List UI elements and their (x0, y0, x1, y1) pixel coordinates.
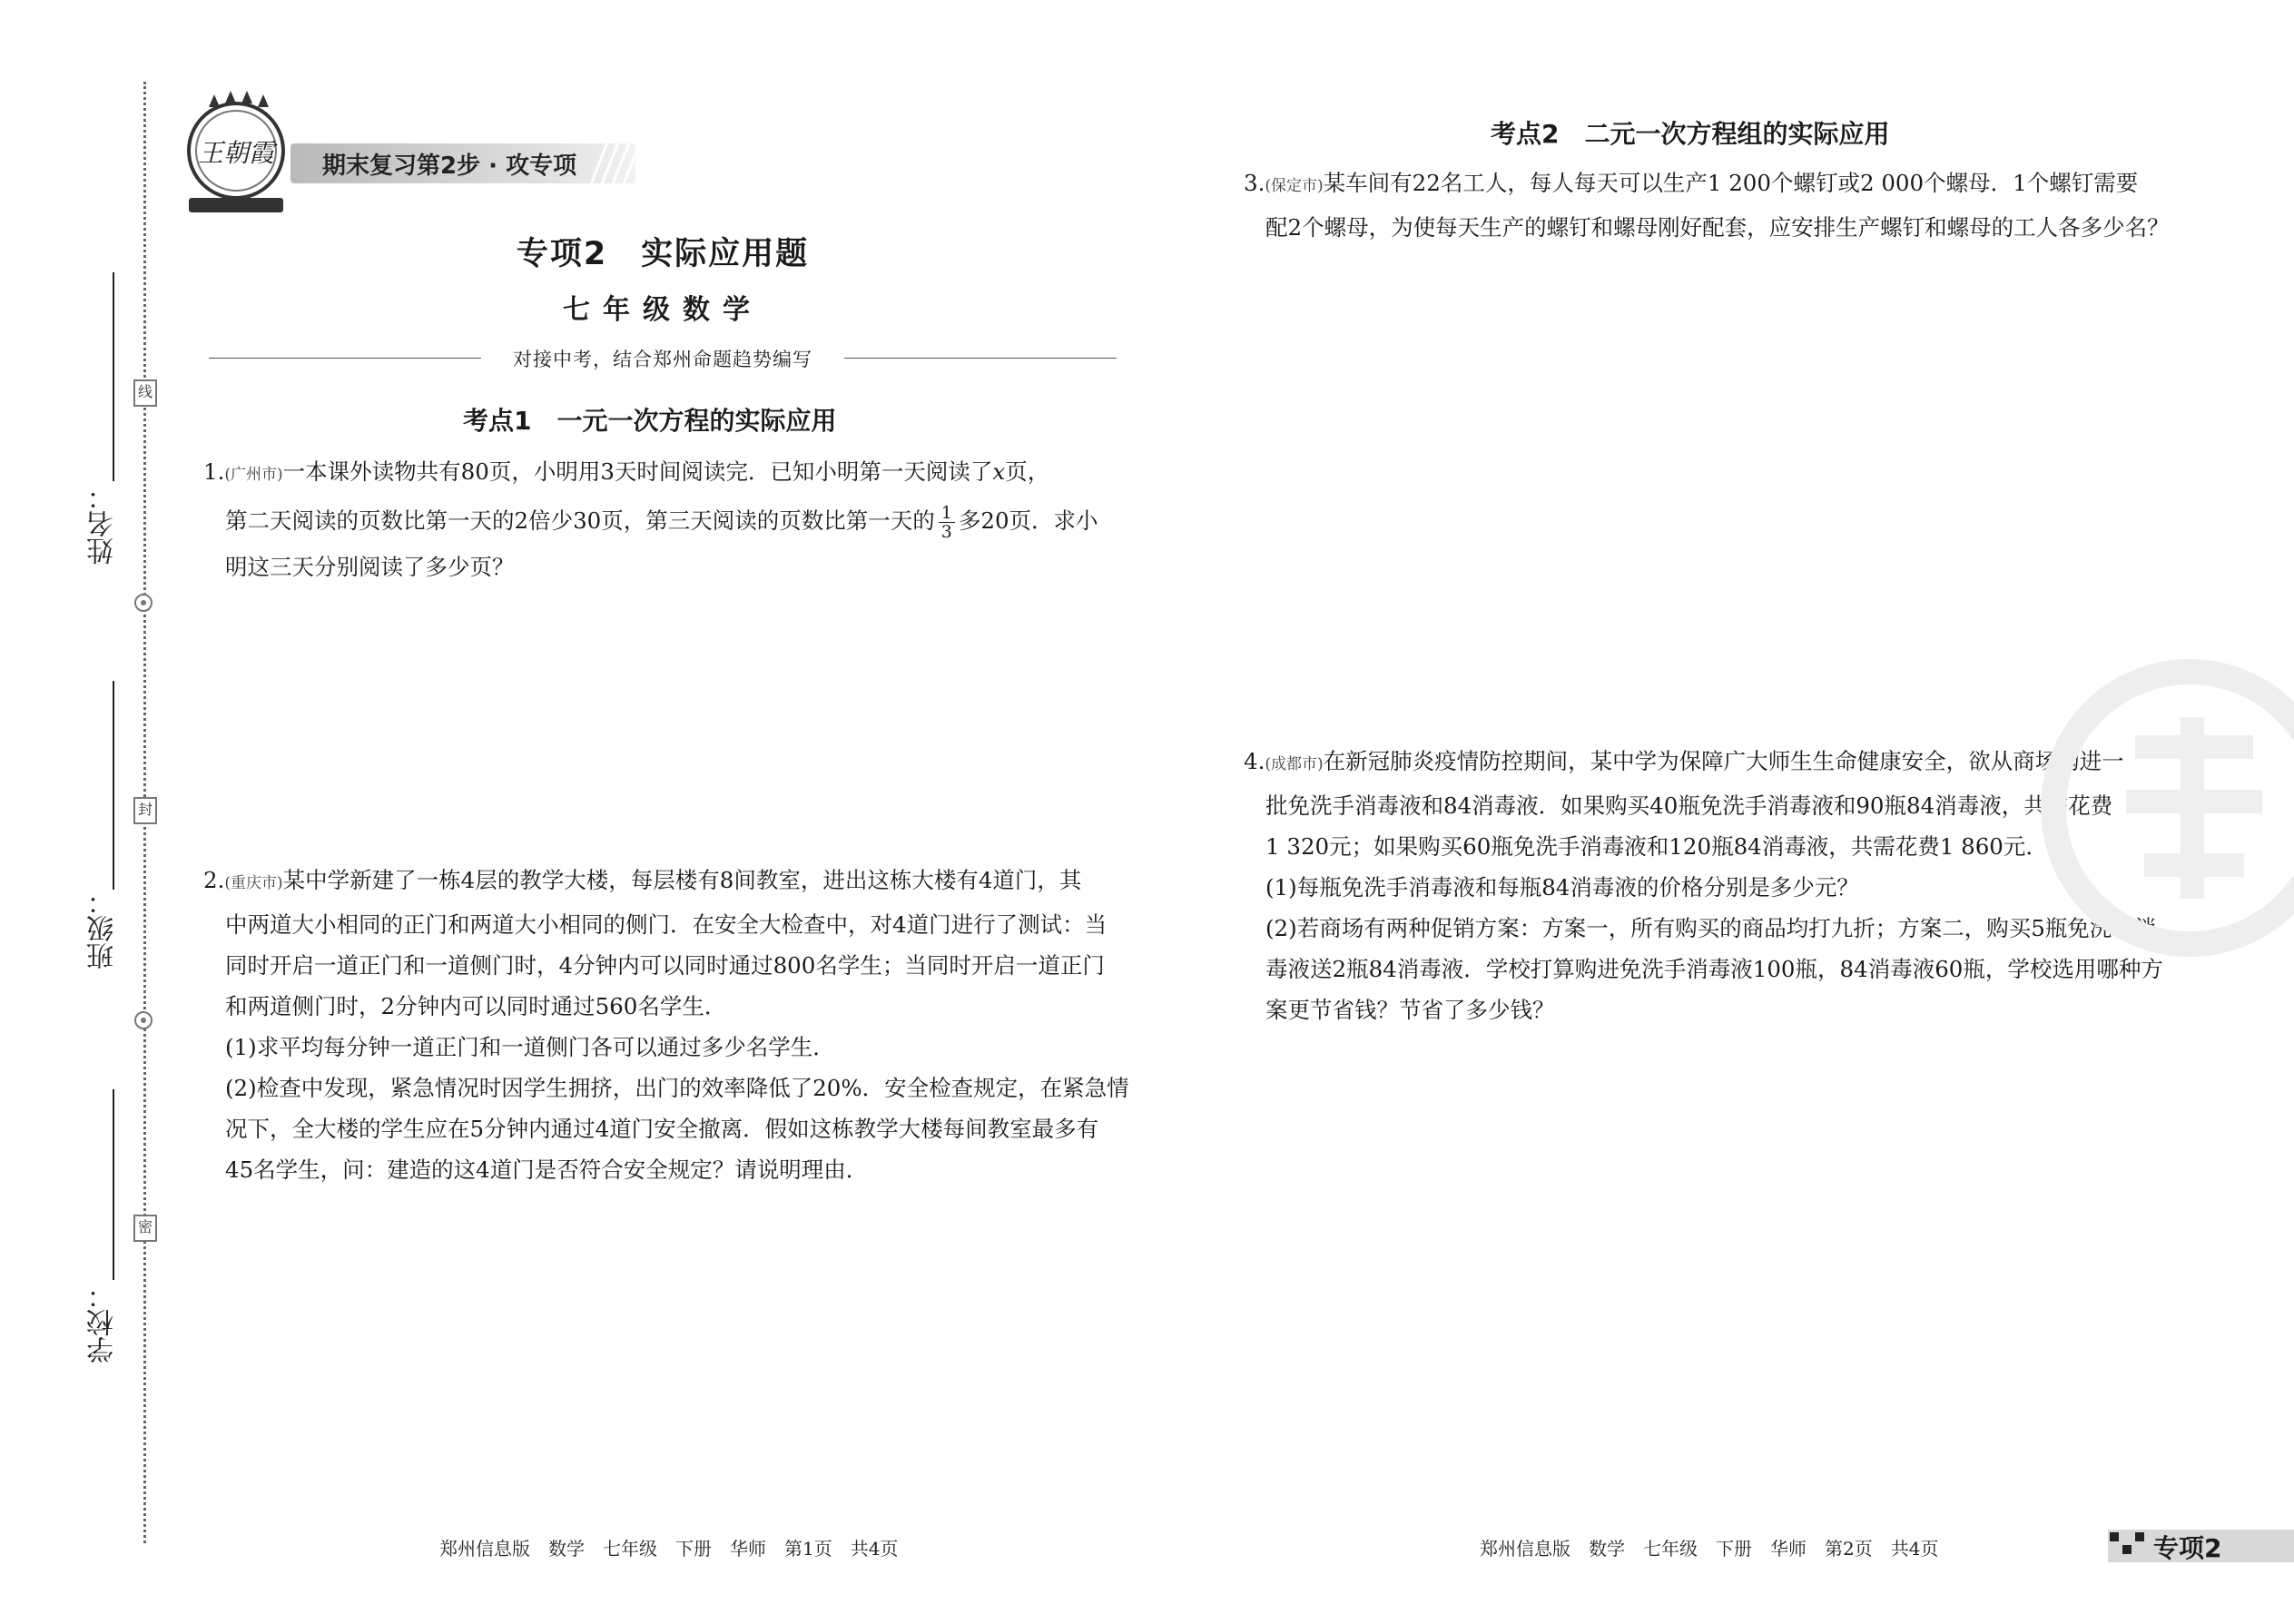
binding-word-xian: 线 (133, 379, 157, 407)
q1-line3: 明这三天分别阅读了多少页？ (225, 554, 515, 580)
footer-left: 郑州信息版 数学 七年级 下册 华师 第1页 共4页 (439, 1538, 899, 1560)
q3-city: (保定市) (1265, 177, 1324, 195)
tagline (209, 341, 1117, 374)
q2-number: 2. (203, 867, 225, 893)
q1-number: 1. (203, 458, 225, 485)
q1-line2-end: 多20页．求小 (958, 507, 1098, 534)
binding-hole-2 (134, 1011, 153, 1029)
q4-line3: 1 320元；如果购买60瓶免洗手消毒液和120瓶84消毒液，共需花费1 860元． (1265, 833, 2048, 860)
footer-right: 郑州信息版 数学 七年级 下册 华师 第2页 共4页 (1480, 1538, 1939, 1560)
section-heading-2: 考点2 二元一次方程组的实际应用 (1491, 119, 1890, 149)
q4-number: 4. (1244, 748, 1265, 774)
question-2 (203, 860, 1129, 1190)
binding-hole-1 (134, 594, 153, 612)
page-subtitle: 七年级数学 (563, 294, 763, 326)
q4-part1: (1)每瓶免洗手消毒液和每瓶84消毒液的价格分别是多少元？ (1265, 874, 1859, 901)
q2-part2: (2)检查中发现，紧急情况时因学生拥挤，出门的效率降低了20%．安全检查规定，在紧急情 (225, 1075, 1129, 1101)
q1-city: (广州市) (224, 466, 283, 484)
fraction-numerator: 1 (939, 504, 955, 523)
binding-word-mi: 密 (133, 1215, 157, 1242)
corner-square-1 (2110, 1532, 2119, 1541)
q3-line1: 某车间有22名工人，每人每天可以生产1 200个螺钉或2 000个螺母．1个螺钉需要 (1323, 170, 2139, 196)
q1-variable: x (992, 458, 1006, 485)
q4-city: (成都市) (1265, 755, 1324, 773)
question-3 (1244, 162, 2170, 248)
question-1 (203, 451, 1098, 587)
corner-square-3 (2135, 1532, 2144, 1541)
corner-square-2 (2122, 1545, 2132, 1554)
tagline-text: 对接中考，结合郑州命题趋势编写 (513, 349, 812, 370)
school-field-line[interactable] (113, 1089, 114, 1280)
q3-line2: 配2个螺母，为使每天生产的螺钉和螺母刚好配套，应安排生产螺钉和螺母的工人各多少名？ (1265, 214, 2170, 241)
binding-word-feng: 封 (133, 797, 157, 824)
name-field-line[interactable] (113, 272, 114, 481)
q2-line3: 同时开启一道正门和一道侧门时，4分钟内可以同时通过800名学生；当同时开启一道正门 (225, 952, 1105, 979)
brand-logo (182, 91, 290, 218)
q2-line4: 和两道侧门时，2分钟内可以同时通过560名学生． (225, 993, 727, 1019)
q1-text-end: 页， (1005, 458, 1050, 485)
q1-fraction (939, 504, 955, 541)
class-field-label: 班级： (87, 888, 119, 969)
section-heading-1: 考点1 一元一次方程的实际应用 (463, 406, 837, 436)
q2-line1: 某中学新建了一栋4层的教学大楼，每层楼有8间教室，进出这栋大楼有4道门，其 (282, 867, 1082, 893)
logo-text: 王朝霞 (197, 138, 275, 168)
q4-line6: 毒液送2瓶84消毒液．学校打算购进免洗手消毒液100瓶，84消毒液60瓶，学校选用哪种方 (1265, 956, 2163, 982)
class-field-line[interactable] (113, 681, 114, 890)
fraction-denominator: 3 (940, 522, 952, 542)
watermark-icon (2017, 635, 2294, 980)
q2-line8: 45名学生，问：建造的这4道门是否符合安全规定？请说明理由． (225, 1156, 869, 1183)
q1-line2: 第二天阅读的页数比第一天的2倍少30页，第三天阅读的页数比第一天的 (225, 507, 935, 534)
q3-number: 3. (1244, 170, 1265, 196)
q2-part1: (1)求平均每分钟一道正门和一道侧门各可以通过多少名学生． (225, 1034, 835, 1060)
q4-line1: 在新冠肺炎疫情防控期间，某中学为保障广大师生生命健康安全，欲从商场购进一 (1323, 748, 2124, 774)
school-field-label: 学校： (87, 1282, 119, 1363)
q2-city: (重庆市) (224, 874, 283, 892)
q4-line2: 批免洗手消毒液和84消毒液．如果购买40瓶免洗手消毒液和90瓶84消毒液，共需花费 (1265, 792, 2113, 819)
q4-line7: 案更节省钱？节省了多少钱？ (1265, 997, 1555, 1023)
q2-line7: 况下，全大楼的学生应在5分钟内通过4道门安全撤离．假如这栋教学大楼每间教室最多有 (225, 1116, 1099, 1142)
header-banner-text: 期末复习第2步 · 攻专项 (322, 153, 577, 180)
name-field-label: 姓名： (87, 483, 119, 565)
q4-part2: (2)若商场有两种促销方案：方案一，所有购买的商品均打九折；方案二，购买5瓶免洗手消 (1265, 915, 2157, 941)
q2-line2: 中两道大小相同的正门和两道大小相同的侧门．在安全大检查中，对4道门进行了测试：当 (225, 911, 1108, 938)
page-title: 专项2 实际应用题 (516, 236, 810, 272)
corner-label: 专项2 (2153, 1533, 2222, 1563)
q1-text: 一本课外读物共有80页，小明用3天时间阅读完．已知小明第一天阅读了 (282, 458, 993, 485)
banner-stripes (581, 141, 635, 186)
